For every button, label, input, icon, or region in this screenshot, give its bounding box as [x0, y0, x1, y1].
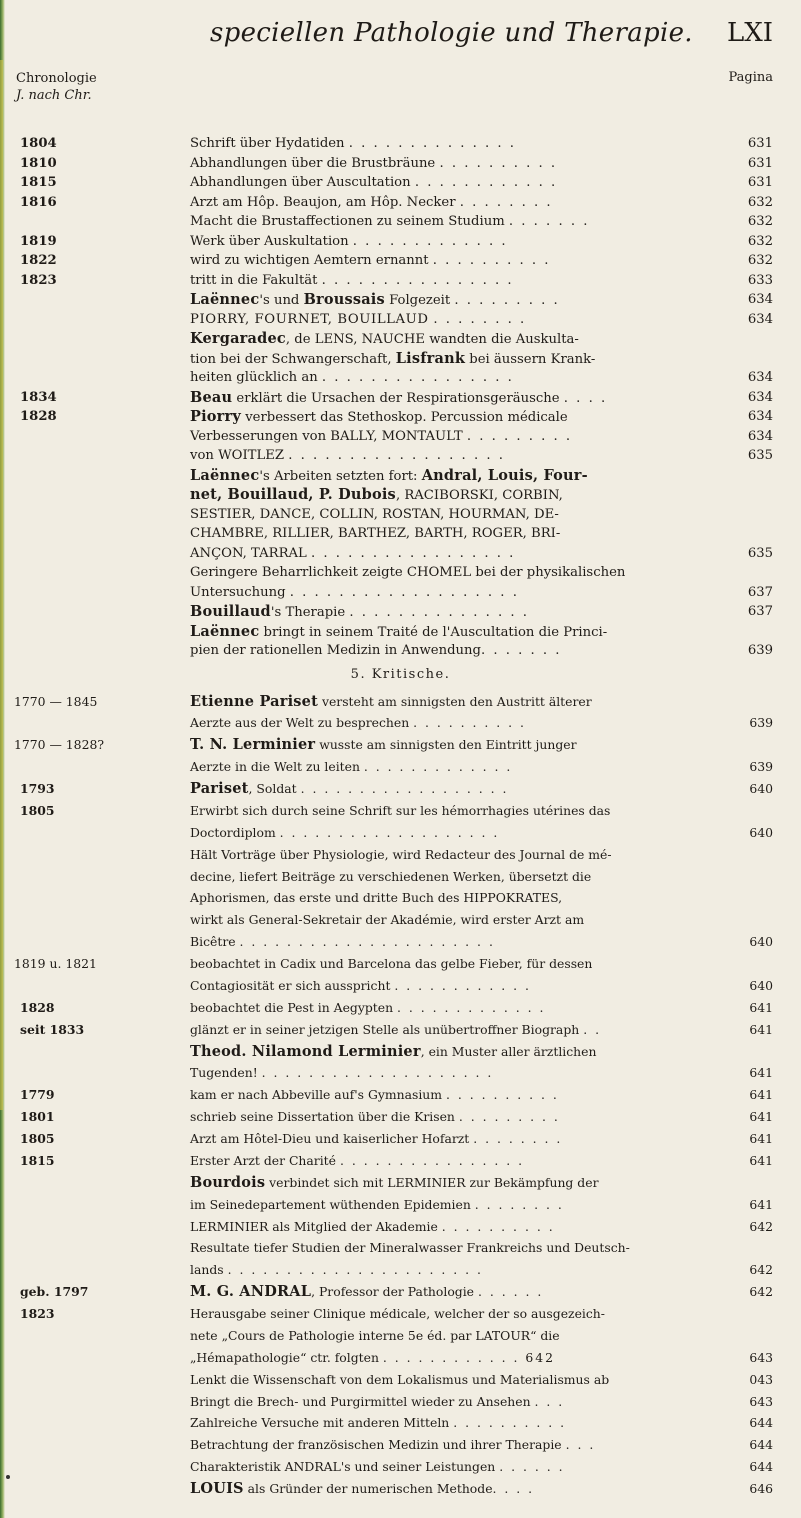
entry-text: [190, 154, 720, 173]
entry-page-number: 641: [749, 1109, 773, 1125]
entry-fragment: Charakteristik ANDRAL's und seiner Leistungen: [190, 1459, 500, 1475]
entry-page-number: 639: [749, 759, 773, 775]
leader-dots: . . . . . . . . . . . . . . . . . . .: [279, 824, 500, 840]
entry-fragment: Abhandlungen über Auscultation: [190, 175, 415, 190]
entry-text: [190, 563, 720, 582]
entry-fragment: decine, liefert Beiträge zu verschiedenen Werken, übersetzt die: [190, 868, 592, 884]
leader-dots: . . . . . . .: [508, 214, 590, 229]
page-number-roman: LXI: [726, 18, 773, 48]
leader-dots: . . . . . . . . . . . .: [414, 175, 558, 190]
entry-fragment: tion bei der Schwangerschaft,: [190, 351, 396, 367]
entry-fragment: Zahlreiche Versuche mit anderen Mitteln: [190, 1415, 454, 1431]
leader-dots: . . . . . . . . . . . . 642: [382, 1349, 556, 1365]
entry-fragment: Betrachtung der französischen Medizin und ihrer Therapie: [190, 1437, 566, 1453]
entry-fragment: Resultate tiefer Studien der Mineralwasser Frankreichs und Deutsch-: [190, 1240, 630, 1256]
entry-fragment: Untersuchung: [190, 584, 290, 600]
leader-dots: . . . . . . . .: [459, 194, 553, 210]
entry-year: 1810: [20, 155, 57, 171]
entry-text: [190, 691, 720, 713]
entry-page-number: 640: [749, 977, 773, 993]
entry-page-number: 641: [749, 1087, 773, 1103]
entry-page-number: 640: [749, 824, 773, 840]
entry-page-number: 634: [747, 370, 773, 385]
leader-dots: . .: [583, 1021, 602, 1037]
leader-dots: . . . . . . . . .: [466, 428, 573, 444]
entry-text: [190, 641, 720, 660]
entry-page-number: 642: [749, 1262, 773, 1278]
leader-dots: . . . . . . . . . . . . . . . . . . . .: [261, 1065, 494, 1081]
entry-text: [190, 1325, 720, 1347]
entry-fragment: Bringt die Brech- und Purgirmittel wieder zu Ansehen: [190, 1393, 535, 1409]
leader-dots: . . . . . . . .: [433, 311, 527, 327]
emphasized-text: Princi-: [563, 624, 608, 640]
entry-text: [190, 1019, 720, 1041]
emphasized-text: Werk über Auskultation: [190, 233, 353, 249]
entry-year: 1779: [20, 1087, 55, 1103]
person-name: Broussais: [303, 291, 385, 308]
entry-text: [190, 975, 720, 997]
entry-page-number: 639: [747, 643, 773, 658]
entry-fragment: Verbesserungen von BALLY, MONTAULT: [190, 428, 467, 444]
entry-text: [190, 1347, 720, 1369]
entry-text: [190, 909, 720, 931]
leader-dots: . . . . . . . . . .: [445, 1087, 559, 1103]
chronology-column-header: [16, 70, 97, 104]
entry-text: [190, 800, 720, 822]
emphasized-text: Percussion médicale: [430, 410, 568, 425]
entry-text: [190, 134, 720, 153]
leader-dots: . . . . . . . . . . . . . . . . . .: [300, 781, 509, 796]
entry-text: [190, 1259, 720, 1281]
leader-dots: . . . . . . . . . .: [413, 715, 526, 731]
entry-text: [190, 822, 720, 844]
emphasized-text: pien der rationellen Medizin: [190, 643, 381, 658]
entry-fragment: im Seinedepartement wüthenden Epidemien: [190, 1196, 475, 1212]
leader-dots: . . . . . . . . . . . .: [394, 977, 531, 993]
leader-dots: . . . . . .: [499, 1459, 565, 1475]
entry-text: [190, 1172, 720, 1194]
section-title: 5. Kritische.: [350, 666, 451, 682]
page-edge-stain: [0, 60, 3, 1110]
entry-year: 1805: [20, 1131, 55, 1147]
leader-dots: . . . . . . . . .: [458, 1109, 560, 1125]
chronology-label: Chronologie: [16, 71, 97, 86]
entry-fragment: Geringere Beharrlichkeit zeigte CHOMEL bei der physikalischen: [190, 565, 626, 580]
entry-page-number: 642: [749, 1218, 773, 1234]
entry-year: 1801: [20, 1109, 55, 1125]
entry-fragment: ANÇON, TARRAL: [190, 545, 311, 561]
leader-dots: . . . . . . . .: [473, 1131, 563, 1147]
entry-fragment: lands: [190, 1262, 228, 1278]
entry-page-number: 643: [749, 1393, 773, 1409]
leader-dots: . . . . . . . . . . . . . . . .: [321, 272, 514, 288]
entry-fragment: CHAMBRE, RILLIER, BARTHEZ, BARTH, ROGER, BRI-: [190, 526, 561, 541]
entry-year: 1819 u. 1821: [14, 956, 97, 972]
entry-fragment: in Anwendung: [380, 643, 481, 658]
entry-page-number: 641: [749, 1152, 773, 1168]
entry-text: [190, 1391, 720, 1413]
person-name: Lisfrank: [395, 349, 466, 367]
entry-year: 1819: [20, 233, 57, 249]
entry-fragment: tritt in die Fakultät: [190, 272, 322, 288]
entry-text: [190, 1150, 720, 1172]
entry-fragment: 's Therapie: [270, 605, 350, 620]
running-header: [0, 12, 801, 52]
leader-dots: . . . . . . . . . . . . . . . .: [321, 370, 514, 385]
entry-page-number: 644: [749, 1459, 773, 1475]
entry-page-number: 631: [747, 136, 773, 151]
entry-text: [190, 1478, 720, 1500]
entry-text: [190, 271, 720, 290]
entry-year: 1793: [20, 781, 55, 796]
entry-fragment: kam er nach Abbeville auf's Gymnasium: [190, 1087, 446, 1103]
entry-text: [190, 193, 720, 212]
entry-text: [190, 407, 720, 427]
entry-page-number: 634: [747, 292, 773, 307]
entry-year: 1770 — 1828?: [14, 737, 104, 753]
entry-fragment: LERMINIER als Mitglied der Akademie: [190, 1218, 442, 1234]
entry-page-number: 640: [749, 781, 773, 796]
entry-page-number: 646: [749, 1481, 773, 1497]
entry-page-number: 634: [747, 389, 773, 405]
person-name: Piorry: [190, 408, 241, 425]
entry-text: [190, 756, 720, 778]
entry-page-number: 644: [749, 1437, 773, 1453]
entry-text: [190, 734, 720, 756]
person-name: Etienne Pariset: [190, 692, 318, 710]
leader-dots: . . . . . . . . . . . . .: [363, 759, 513, 775]
entry-page-number: 643: [749, 1349, 773, 1365]
entry-text: [190, 1106, 720, 1128]
entry-page-number: 639: [749, 715, 773, 731]
entry-fragment: „Hémapathologie“ ctr. folgten: [190, 1349, 383, 1365]
leader-dots: . . . . . .: [477, 1284, 544, 1300]
entry-text: [190, 212, 720, 231]
leader-dots: . . . . . . . . . . . . .: [397, 999, 546, 1015]
entry-text: [190, 446, 720, 465]
entry-fragment: erklärt die Ursachen der Respirationsgeräusche: [232, 390, 564, 406]
chronology-sublabel: J. nach Chr.: [16, 88, 92, 103]
person-name: LOUIS: [190, 1480, 244, 1498]
leader-dots: . . . . . . . . . .: [439, 155, 558, 171]
entry-fragment: als Gründer der: [243, 1481, 352, 1497]
entry-year: 1815: [20, 175, 57, 190]
entry-fragment: beobachtet in Cadix und Barcelona das gelbe Fieber, für dessen: [190, 956, 593, 972]
person-name: Laënnec: [190, 622, 260, 640]
entry-text: [190, 1369, 720, 1391]
entry-text: [190, 844, 720, 866]
entry-fragment: Arzt am Hôp. Beaujon, am Hôp. Necker: [190, 194, 460, 210]
entry-fragment: bei äussern Krank-: [465, 351, 596, 367]
leader-dots: . . . . . . .: [480, 643, 562, 658]
person-name: T. N. Lerminier: [190, 736, 316, 754]
entry-year: 1834: [20, 389, 57, 405]
entry-year: 1816: [20, 194, 57, 210]
entry-text: [190, 1216, 720, 1238]
entry-text: [190, 1434, 720, 1456]
entry-page-number: 644: [749, 1415, 773, 1431]
entry-fragment: Tugenden!: [190, 1065, 262, 1081]
entry-fragment: Erster Arzt der Charité: [190, 1152, 340, 1168]
entry-page-number: 632: [747, 194, 773, 210]
entry-text: [190, 953, 720, 975]
entry-page-number: 631: [747, 175, 773, 190]
entry-fragment: , ein Muster aller ärztlichen: [420, 1043, 597, 1059]
leader-dots: . . . . . . . . . .: [432, 253, 551, 268]
entry-page-number: 043: [749, 1371, 773, 1387]
person-name: Bourdois: [190, 1173, 266, 1191]
column-headers: [0, 70, 801, 110]
entry-text: [190, 778, 720, 800]
entry-text: [190, 1084, 720, 1106]
entry-text: [190, 1041, 720, 1063]
entry-fragment: heiten glücklich an: [190, 370, 322, 385]
entry-fragment: Erwirbt sich durch seine Schrift sur les hémorrhagies utérines das: [190, 802, 611, 818]
entry-text: [190, 1412, 720, 1434]
margin-speck: [6, 1475, 10, 1479]
entry-text: [190, 602, 720, 622]
entry-text: [190, 1237, 720, 1259]
entry-text: [190, 427, 720, 446]
entry-fragment: Doctordiplom: [190, 824, 280, 840]
leader-dots: . . . . . . . . . . . . .: [352, 233, 508, 249]
leader-dots: . . . . . . . . . . . . . . . . . .: [288, 448, 505, 463]
entry-fragment: , Professor der Pathologie: [311, 1284, 478, 1300]
entry-fragment: wusste am sinnigsten den Eintritt junger: [315, 737, 577, 753]
entry-fragment: schrieb seine Dissertation über die Krisen: [190, 1109, 459, 1125]
entry-page-number: 635: [747, 545, 773, 561]
entry-year: 1823: [20, 1306, 55, 1322]
entry-fragment: Hält Vorträge über Physiologie, wird Redacteur des Journal de mé-: [190, 846, 612, 862]
entry-fragment: versteht am sinnigsten den Austritt älterer: [318, 693, 592, 709]
entry-fragment: PIORRY, FOURNET, BOUILLAUD: [190, 311, 434, 327]
leader-dots: . . . . . . . . . . . . . . .: [349, 605, 529, 620]
leader-dots: . . . . . . . . . . . . . . . .: [339, 1152, 525, 1168]
entry-page-number: 641: [749, 1021, 773, 1037]
entry-page-number: 634: [747, 311, 773, 327]
person-name: Andral, Louis, Four-: [421, 466, 588, 484]
entry-fragment: , Soldat: [248, 781, 301, 796]
entry-fragment: verbessert das Stethoskop.: [241, 410, 431, 425]
entry-text: [190, 997, 720, 1019]
entry-year: 1828: [20, 999, 55, 1015]
entry-year: seit 1833: [20, 1021, 85, 1037]
entry-fragment: bringt in seinem Traité de l'Auscultation die: [259, 624, 564, 640]
leader-dots: . . . . . . . . . . . . . . . . .: [310, 545, 516, 561]
entry-page-number: 640: [749, 934, 773, 950]
entry-text: [190, 466, 720, 486]
entry-text: [190, 1303, 720, 1325]
entry-fragment: verbindet sich mit LERMINIER zur Bekämpfung der: [265, 1174, 599, 1190]
entry-text: [190, 931, 720, 953]
entry-text: [190, 1128, 720, 1150]
entry-page-number: 642: [749, 1284, 773, 1300]
entry-fragment: Aerzte aus der Welt zu besprechen: [190, 715, 414, 731]
entry-fragment: wirkt als General-Sekretair der Akadémie, wird erster Arzt am: [190, 912, 585, 928]
entry-fragment: SESTIER, DANCE, COLLIN, ROSTAN, HOURMAN, DE-: [190, 506, 559, 522]
person-name: Theod. Nilamond Lerminier: [190, 1042, 421, 1060]
entry-fragment: Bicêtre: [190, 934, 240, 950]
person-name: Laënnec: [190, 466, 260, 484]
entry-text: [190, 544, 720, 563]
entry-page-number: 641: [749, 1131, 773, 1147]
entry-fragment: 's Arbeiten setzten fort:: [259, 468, 422, 484]
entry-fragment: Schrift über Hydatiden: [190, 136, 349, 151]
entry-fragment: beobachtet die Pest in Aegypten: [190, 999, 398, 1015]
entry-year: geb. 1797: [20, 1284, 89, 1300]
entry-fragment: Abhandlungen über die Brustbräune: [190, 155, 440, 171]
entry-text: [190, 524, 720, 543]
entry-fragment: 's und: [259, 293, 304, 308]
entry-text: [190, 1281, 720, 1303]
entry-fragment: , RACIBORSKI, CORBIN,: [395, 488, 563, 503]
entry-fragment: , de LENS, NAUCHE wandten die Auskulta-: [285, 332, 579, 347]
entry-fragment: Folgezeit: [384, 293, 455, 308]
person-name: M. G. ANDRAL: [190, 1283, 312, 1301]
entry-text: [190, 583, 720, 602]
entry-page-number: 637: [747, 604, 773, 619]
leader-dots: . . . . . . . . . . . . . .: [348, 136, 516, 151]
leader-dots: . . . . . . . . . . . . . . . . . . . . . .: [227, 1262, 483, 1278]
leader-dots: . . . .: [492, 1481, 535, 1497]
entry-text: [190, 866, 720, 888]
entry-page-number: 637: [747, 584, 773, 600]
entry-fragment: nete „Cours de Pathologie interne 5e éd. par LATOUR“ die: [190, 1327, 560, 1343]
entry-text: [190, 1194, 720, 1216]
leader-dots: . . . .: [563, 390, 608, 406]
leader-dots: . . . . . . . .: [474, 1196, 564, 1212]
entry-page-number: 632: [747, 214, 773, 229]
leader-dots: . . . . . . . . . . . . . . . . . . . . . .: [239, 934, 495, 950]
entry-year: 1815: [20, 1152, 55, 1168]
entry-year: 1770 — 1845: [14, 693, 98, 709]
entry-text: [190, 251, 720, 270]
leader-dots: . . .: [565, 1437, 596, 1453]
entry-text: [190, 310, 720, 329]
entry-fragment: Lenkt die Wissenschaft von dem Lokalismus und Materialismus ab: [190, 1371, 610, 1387]
entry-fragment: Aerzte in die Welt zu leiten: [190, 759, 364, 775]
entry-text: [190, 485, 720, 505]
leader-dots: . . . . . . . . . .: [441, 1218, 555, 1234]
leader-dots: . . . . . . . . . .: [453, 1415, 567, 1431]
entry-fragment: von WOITLEZ: [190, 448, 289, 463]
entry-page-number: 632: [747, 233, 773, 249]
entry-page-number: 634: [747, 428, 773, 444]
person-name: Laënnec: [190, 291, 260, 308]
pagina-column-header: Pagina: [728, 70, 773, 85]
entry-fragment: Aphorismen, das erste und dritte Buch des HIPPOKRATES,: [190, 890, 563, 906]
entry-text: [190, 622, 720, 642]
entry-text: [190, 232, 720, 251]
entry-year: 1805: [20, 802, 55, 818]
entry-fragment: Macht die Brustaffectionen zu seinem Studium: [190, 214, 509, 229]
entry-text: [190, 1456, 720, 1478]
entry-text: [190, 329, 720, 349]
entry-year: 1828: [20, 409, 57, 424]
entry-fragment: Arzt am Hôtel-Dieu und kaiserlicher Hofarzt: [190, 1131, 474, 1147]
leader-dots: . . . . . . . . . . . . . . . . . . .: [289, 584, 519, 600]
entry-fragment: wird zu wichtigen Aemtern ernannt: [190, 253, 433, 268]
entry-page-number: 631: [747, 155, 773, 171]
entry-page-number: 641: [749, 1196, 773, 1212]
entry-fragment: Contagiosität er sich ausspricht: [190, 977, 395, 993]
person-name: Beau: [190, 388, 233, 406]
entry-text: [190, 368, 720, 387]
entry-text: [190, 505, 720, 524]
entry-text: [190, 173, 720, 192]
entry-fragment: glänzt er in seiner jetzigen Stelle als unübertroffner Biograph: [190, 1021, 584, 1037]
leader-dots: . . . . . . . . .: [454, 293, 560, 308]
entry-fragment: Herausgabe seiner Clinique médicale, welcher der so ausgezeich-: [190, 1306, 605, 1322]
entry-text: [190, 1062, 720, 1084]
entry-text: [190, 712, 720, 734]
entry-year: 1823: [20, 272, 57, 288]
entry-text: [190, 349, 720, 369]
entry-page-number: 641: [749, 999, 773, 1015]
entry-year: 1822: [20, 253, 57, 268]
entry-text: [190, 290, 720, 310]
person-name: Pariset: [190, 780, 249, 797]
emphasized-text: numerischen Methode: [351, 1481, 493, 1497]
entry-page-number: 634: [747, 409, 773, 424]
entry-year: 1804: [20, 136, 57, 151]
entry-page-number: 632: [747, 253, 773, 268]
entry-text: [190, 887, 720, 909]
entry-text: [190, 388, 720, 408]
person-name: Bouillaud: [190, 603, 271, 620]
leader-dots: . . .: [534, 1393, 565, 1409]
running-title: speciellen Pathologie und Therapie.: [210, 18, 693, 48]
person-name: net, Bouillaud, P. Dubois: [190, 486, 396, 503]
entry-page-number: 635: [747, 448, 773, 463]
person-name: Kergaradec: [190, 330, 286, 347]
entry-page-number: 633: [747, 272, 773, 288]
entry-page-number: 641: [749, 1065, 773, 1081]
